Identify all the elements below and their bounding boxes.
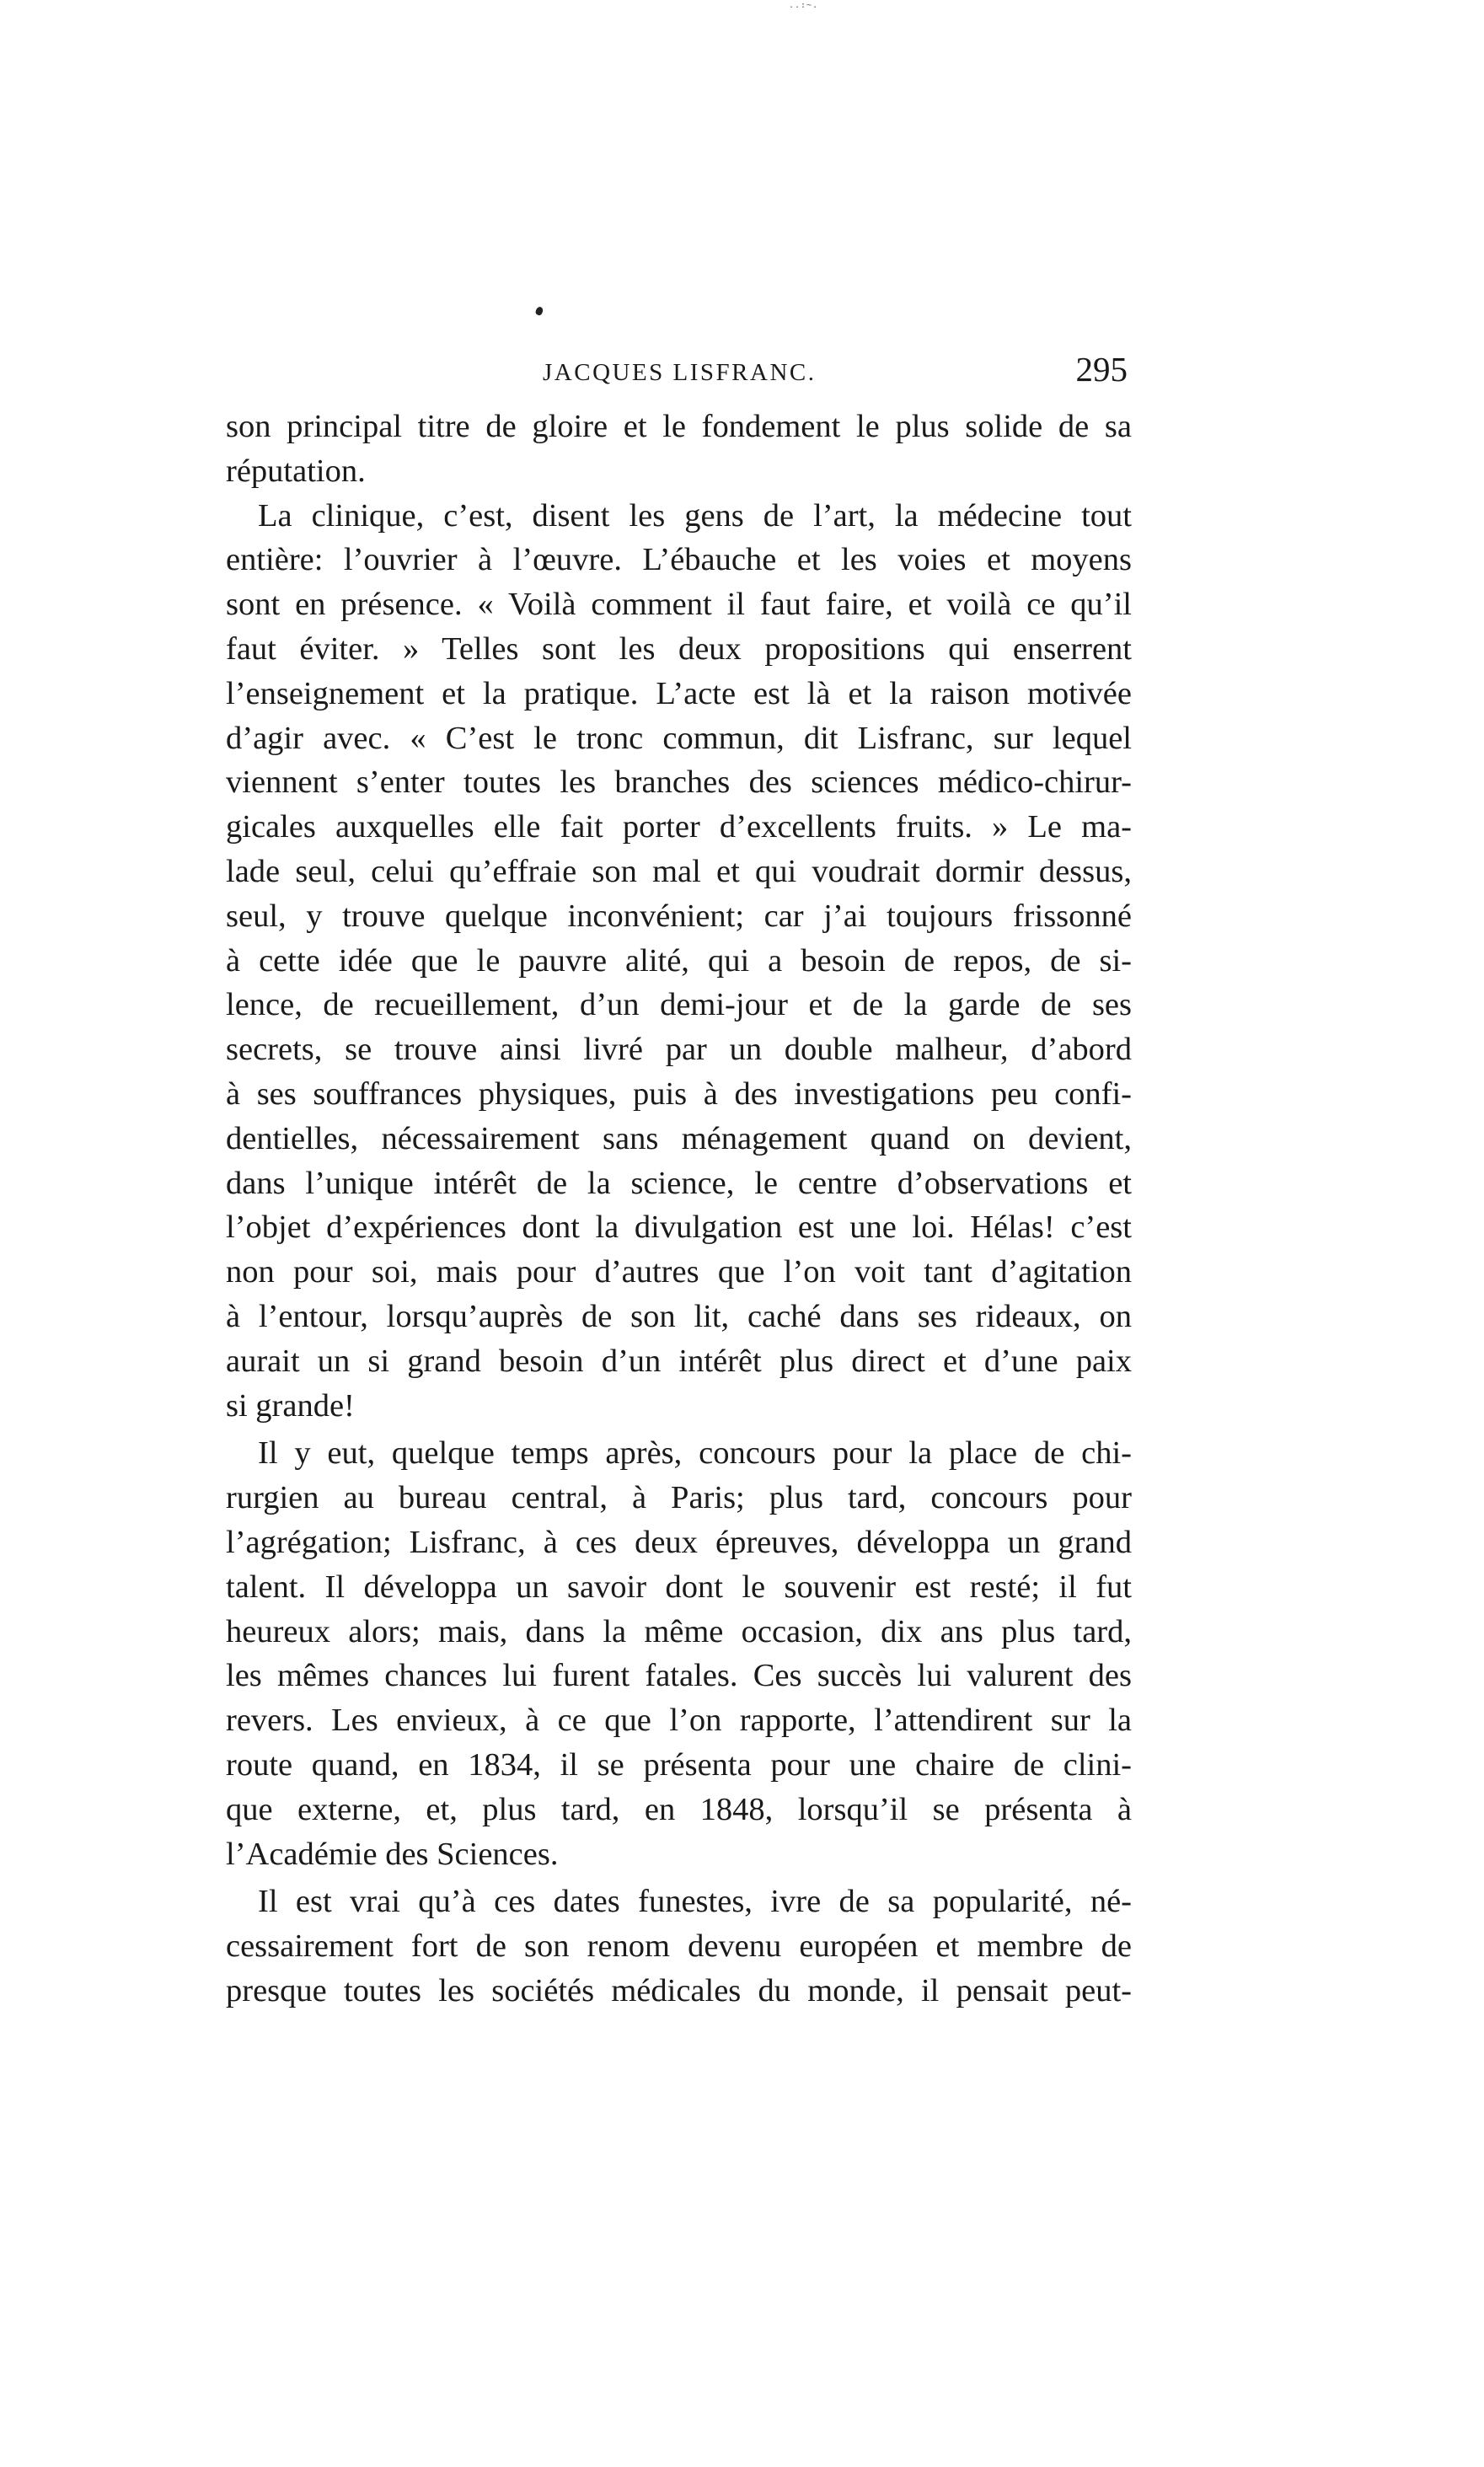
text-line: les mêmes chances lui furent fatales. Ces succès lui valurent des [226,1658,1132,1694]
running-title: JACQUES LISFRANC. [543,359,817,386]
text-line: seul, y trouve quelque inconvénient; car j’ai toujours frissonné [226,898,1132,934]
text-line: si grande! [226,1387,355,1424]
text-line: sont en présence. « Voilà comment il faut faire, et voilà ce qu’il [226,587,1132,623]
text-line: secrets, se trouve ainsi livré par un double malheur, d’abord [226,1032,1132,1068]
text-line: d’agir avec. « C’est le tronc commun, dit Lisfranc, sur lequel [226,720,1132,756]
text-line: dans l’unique intérêt de la science, le centre d’observations et [226,1165,1132,1201]
text-line: l’Académie des Sciences. [226,1836,559,1872]
text-line: lade seul, celui qu’effraie son mal et qui voudrait dormir dessus, [226,853,1132,889]
body-text [226,405,1132,2014]
text-line: l’agrégation; Lisfranc, à ces deux épreuves, développa un grand [226,1524,1132,1560]
text-line: faut éviter. » Telles sont les deux propositions qui enserrent [226,630,1132,667]
text-line: lence, de recueillement, d’un demi-jour et de la garde de ses [226,987,1132,1023]
text-line: l’enseignement et la pratique. L’acte est là et la raison motivée [226,675,1132,711]
text-line: cessairement fort de son renom devenu européen et membre de [226,1928,1132,1965]
text-line: non pour soi, mais pour d’autres que l’on voit tant d’agitation [226,1254,1132,1290]
scan-speck: ..:~. [789,1,819,10]
text-line: gicales auxquelles elle fait porter d’excellents fruits. » Le ma- [226,809,1132,845]
text-line: à cette idée que le pauvre alité, qui a besoin de repos, de si- [226,942,1132,979]
text-line: l’objet d’expériences dont la divulgation est une loi. Hélas! c’est [226,1209,1132,1246]
text-line: La clinique, c’est, disent les gens de l’art, la médecine tout [258,497,1132,534]
text-line: à ses souffrances physiques, puis à des investigations peu confi- [226,1075,1132,1112]
text-line: aurait un si grand besoin d’un intérêt plus direct et d’une paix [226,1343,1132,1379]
text-line: dentielles, nécessairement sans ménagement quand on devient, [226,1120,1132,1156]
text-line: entière: l’ouvrier à l’œuvre. L’ébauche et les voies et moyens [226,542,1132,578]
text-line: revers. Les envieux, à ce que l’on rapporte, l’attendirent sur la [226,1703,1132,1739]
text-line: réputation. [226,453,366,489]
text-line: route quand, en 1834, il se présenta pour une chaire de clini- [226,1746,1132,1783]
text-line: son principal titre de gloire et le fondement le plus solide de sa [226,409,1132,444]
running-head [226,349,1128,403]
ink-dot [535,306,544,316]
text-line: talent. Il développa un savoir dont le souvenir est resté; il fut [226,1569,1132,1605]
text-line: Il y eut, quelque temps après, concours pour la place de chi- [258,1435,1132,1472]
text-line: à l’entour, lorsqu’auprès de son lit, caché dans ses rideaux, on [226,1298,1132,1334]
page-number: 295 [1075,350,1128,389]
text-line: presque toutes les sociétés médicales du monde, il pensait peut- [226,1972,1132,2008]
text-line: heureux alors; mais, dans la même occasion, dix ans plus tard, [226,1613,1132,1649]
text-line: viennent s’enter toutes les branches des sciences médico-chirur- [226,764,1132,801]
text-line: rurgien au bureau central, à Paris; plus tard, concours pour [226,1480,1132,1516]
text-line: Il est vrai qu’à ces dates funestes, ivre de sa popularité, né- [258,1884,1132,1920]
text-line: que externe, et, plus tard, en 1848, lorsqu’il se présenta à [226,1791,1132,1827]
